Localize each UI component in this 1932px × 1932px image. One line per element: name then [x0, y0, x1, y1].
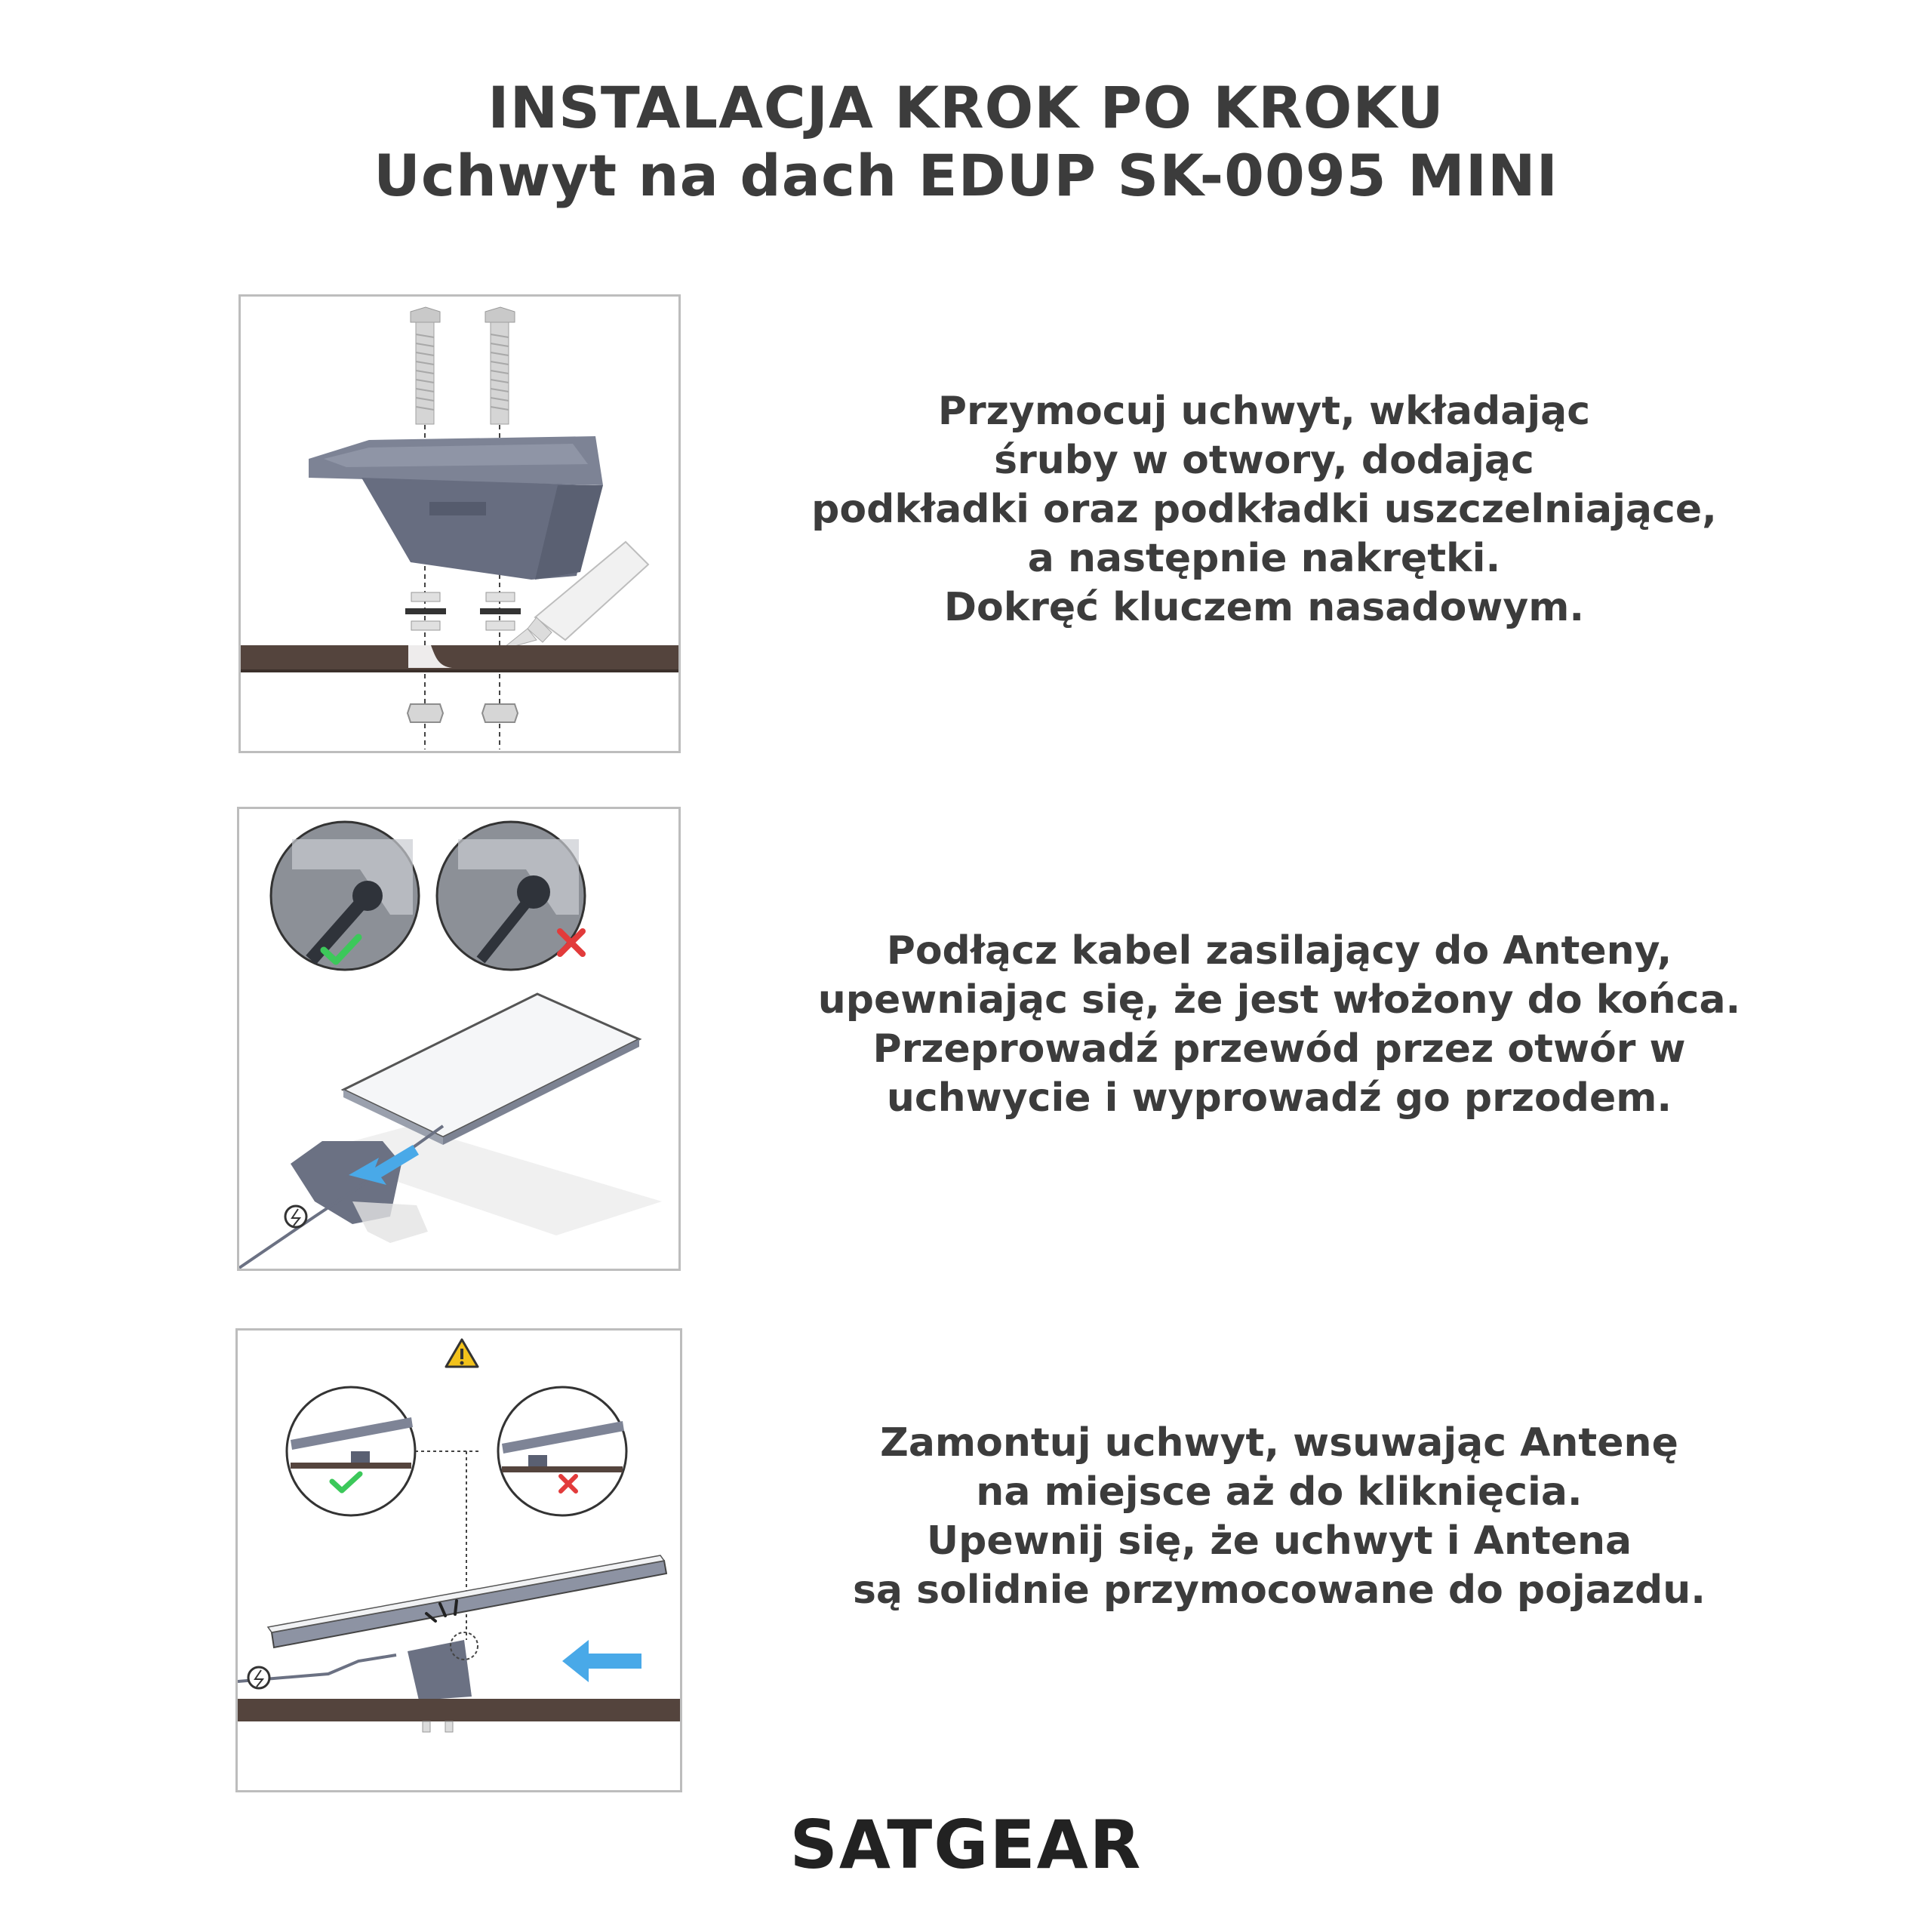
incorrect-mount-detail	[498, 1387, 626, 1515]
antenna-mount-illustration	[238, 1331, 680, 1790]
brand-logo: SATGEAR	[789, 1806, 1143, 1884]
step-3-line-4: są solidnie przymocowane do pojazdu.	[852, 1567, 1706, 1613]
step-2-line-4: uchwycie i wyprowadź go przodem.	[886, 1075, 1672, 1121]
step-3-illustration	[235, 1328, 682, 1792]
step-3-text	[777, 1419, 1781, 1615]
power-icon	[285, 1206, 306, 1227]
correct-mount-detail	[287, 1387, 415, 1515]
cable-connection-illustration	[239, 809, 678, 1269]
warning-icon	[446, 1340, 478, 1367]
correct-connection-detail	[271, 822, 419, 970]
direction-arrow-icon	[562, 1640, 641, 1682]
step-2-line-3: Przeprowadź przewód przez otwór w	[872, 1026, 1686, 1072]
step-2-line-2: upewniając się, że jest włożony do końca.	[817, 977, 1741, 1023]
roof-surface	[241, 645, 678, 672]
step-2-illustration	[237, 807, 681, 1271]
roof-surface	[238, 1699, 680, 1721]
page-subtitle: Uchwyt na dach EDUP SK-0095 MINI	[374, 142, 1558, 209]
step-1-text	[762, 387, 1766, 632]
step-3-line-1: Zamontuj uchwyt, wsuwając Antenę	[880, 1420, 1678, 1466]
bolt-right-icon	[485, 307, 515, 424]
power-icon	[248, 1667, 269, 1688]
incorrect-connection-detail	[437, 822, 585, 970]
bracket-icon	[309, 436, 603, 580]
step-3-line-3: Upewnij się, że uchwyt i Antena	[926, 1518, 1632, 1564]
step-3-line-2: na miejsce aż do kliknięcia.	[976, 1469, 1583, 1515]
step-1-line-5: Dokręć kluczem nasadowym.	[943, 585, 1585, 630]
step-1-line-4: a następnie nakrętki.	[1027, 536, 1501, 581]
bolt-left-icon	[411, 307, 440, 424]
page-title: INSTALACJA KROK PO KROKU	[488, 74, 1444, 141]
step-1-illustration	[238, 294, 681, 753]
step-1-line-3: podkładki oraz podkładki uszczelniające,	[811, 487, 1717, 532]
bracket-bolts-illustration	[241, 297, 678, 751]
step-2-line-1: Podłącz kabel zasilający do Anteny,	[886, 928, 1672, 974]
step-2-text	[777, 927, 1781, 1123]
step-1-line-2: śruby w otwory, dodając	[994, 438, 1534, 483]
bracket-icon	[408, 1640, 472, 1700]
step-1-line-1: Przymocuj uchwyt, wkładając	[937, 389, 1591, 434]
